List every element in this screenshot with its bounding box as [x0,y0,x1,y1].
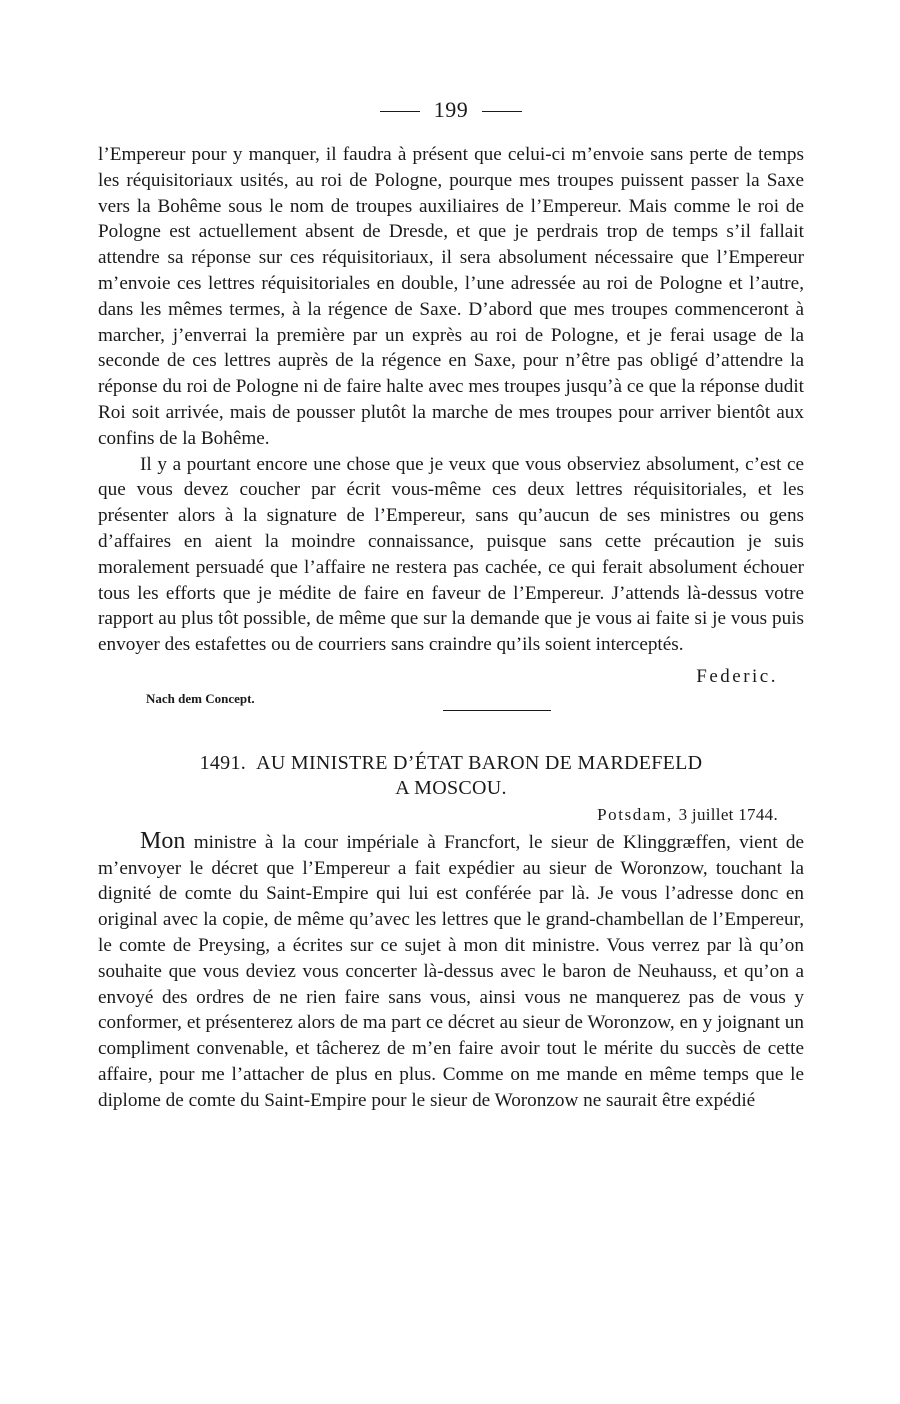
page-number: 199 [433,97,469,122]
section-separator [443,710,551,711]
header-dash-right [482,111,522,112]
letter-heading-line-1 [98,751,804,776]
letter-first-word: Mon [140,827,186,854]
previous-letter-paragraph-2 [98,452,804,687]
dateline-date: 3 juillet 1744. [678,804,778,824]
previous-letter-paragraph-2-text: Il y a pourtant encore une chose que je veux que vous observiez absolument, c’est ce que vous devez coucher par écrit vous-même ces deux lettres réquisitoriales, et les présenter alors à la signature de l’Empereur, sans qu’aucun de ses ministres ou gens d’affaires en aient la moindre connaissance, puisque sans cette précaution je suis moralement persuadé que l’affaire ne restera pas cachée, ce qui ferait absolument échouer tous les efforts que je médite de faire en faveur de l’Empereur. J’attends là-dessus votre rapport au plus tôt possible, de même que sur la demande que je vous ai faite si je vous puis envoyer des estafettes ou de courriers sans craindre qu’ils soient interceptés. [98,453,804,656]
previous-letter-paragraph-1: l’Empereur pour y manquer, il faudra à présent que celui-ci m’envoie sans perte de temps les réquisitoriaux usités, au roi de Pologne, pourque mes troupes puissent passer la Saxe vers la Bohême sous le nom de troupes auxiliaires de l’Empereur. Mais comme le roi de Pologne est actuellement absent de Dresde, et que je perdrais trop de temps s’il fallait attendre sa réponse sur ces réquisitoriaux, il sera absolument nécessaire que l’Empereur m’envoie ces lettres réquisitoriales en double, l’une adressée au roi de Pologne et l’autre, dans les mêmes termes, à la régence de Saxe. D’abord que mes troupes commenceront à marcher, j’enverrai la première par un exprès au roi de Pologne, et je ferai usage de la seconde de ces lettres auprès de la régence en Saxe, pour n’être pas obligé d’attendre la réponse du roi de Pologne ni de faire halte avec mes troupes jusqu’à ce que la réponse dudit Roi soit arrivée, mais de pousser plutôt la marche de mes troupes pour arriver bientôt aux confins de la Bohême. [98,144,804,449]
signature: Federic. [696,665,778,687]
letter-body-text: ministre à la cour impériale à Francfort, le sieur de Klinggræffen, vient de m’envoyer le décret que l’Empereur a fait expédier au sieur de Woronzow, touchant la dignité de comte du Saint-Empire qui lui est conférée par là. Je vous l’adresse donc en original avec la copie, de même qu’avec les lettres que le grand-chambellan de l’Empereur, le comte de Preysing, a écrites sur ce sujet à mon dit ministre. Vous verrez par là qu’on souhaite que vous deviez vous concerter là-dessus avec le baron de Neuhauss, et qu’on a envoyé des ordres de ne rien faire sans vous, ainsi vous ne manquerez pas de vous y conformer, et présenterez alors de ma part ce décret au sieur de Woronzow, en y joignant un compliment convenable, et tâcherez de m’en faire avoir tout le mérite du succès de cette affaire, pour me l’attacher de plus en plus. Comme on me mande en même temps que le diplome de comte du Saint-Empire pour le sieur de Woronzow ne saurait être expédié [98,831,804,1111]
letter-heading [98,751,804,801]
page-header [98,96,804,142]
letter-heading-line-2: A MOSCOU. [395,776,507,799]
dateline-place: Potsdam, [597,804,673,824]
letter-number: 1491. [199,751,247,774]
letter-recipient: AU MINISTRE D’ÉTAT BARON DE MARDEFELD [256,751,703,774]
letter-body [98,829,804,1114]
dateline [98,803,778,827]
document-page [98,96,804,1114]
header-dash-left [380,111,420,112]
source-note: Nach dem Concept. [146,690,255,706]
